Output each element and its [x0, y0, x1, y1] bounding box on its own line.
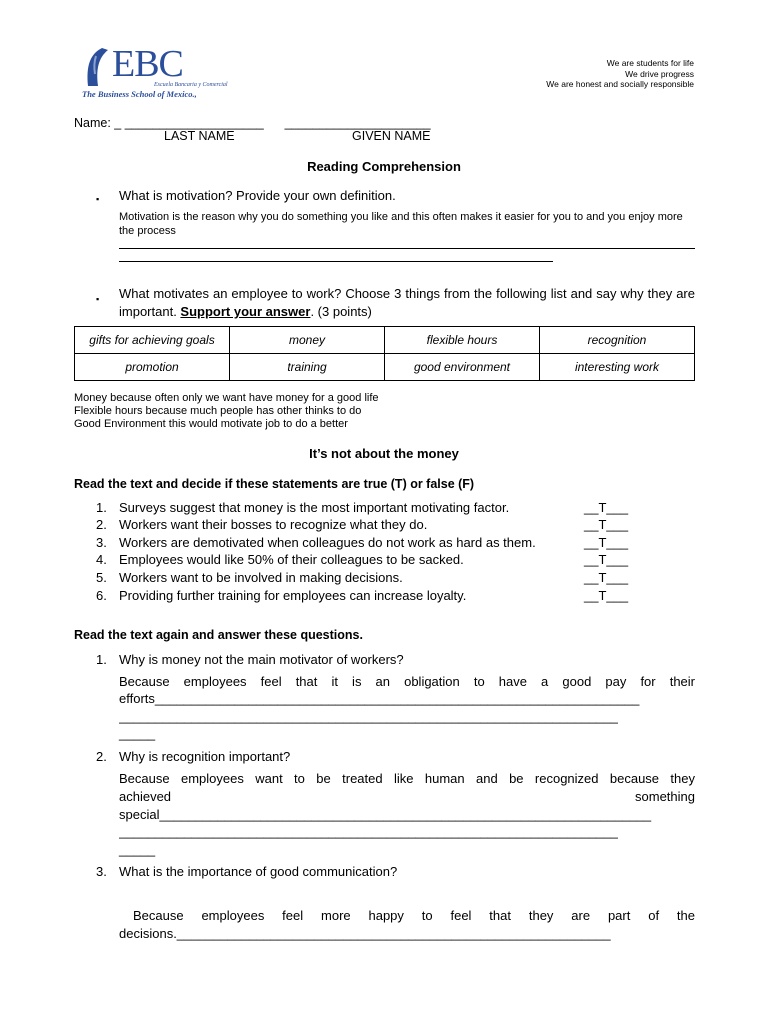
answer-line-2	[119, 788, 695, 806]
statement-answer: __T___	[584, 517, 629, 532]
statement-answer: __T___	[584, 588, 629, 603]
answer-word-something: something	[635, 789, 695, 804]
statement-answer: __T___	[584, 500, 629, 515]
answer-line-2: decisions.____________________________________________________________	[119, 926, 611, 941]
logo-emblem-icon	[82, 46, 116, 88]
table-cell: interesting work	[540, 354, 695, 381]
logo-small-text: Escuela Bancaria y Comercial	[154, 82, 228, 88]
table-row	[75, 327, 695, 354]
question-text: Why is money not the main motivator of workers?	[119, 652, 404, 667]
true-false-instruction: Read the text and decide if these statements are true (T) or false (F)	[74, 477, 475, 491]
statement-text: Employees would like 50% of their colleagues to be sacked.	[119, 552, 464, 567]
table-cell: gifts for achieving goals	[75, 327, 230, 354]
question-text: Why is recognition important?	[119, 749, 291, 764]
statement-text: Surveys suggest that money is the most important motivating factor.	[119, 500, 510, 515]
statement-number: 5.	[96, 570, 107, 585]
statement-number: 4.	[96, 552, 107, 567]
statement-answer: __T___	[584, 552, 629, 567]
motto-3: We are honest and socially responsible	[546, 79, 694, 89]
list-item: Money because often only we want have money for a good life	[74, 392, 379, 404]
statement-number: 1.	[96, 500, 107, 515]
answer-line-5: _____	[119, 842, 156, 857]
bullet-icon: ▪	[96, 294, 100, 304]
question-2-text	[119, 285, 695, 321]
answer-line	[119, 248, 695, 249]
table-cell: training	[230, 354, 385, 381]
logo-text: EBC	[112, 43, 183, 85]
statement-answer: __T___	[584, 570, 629, 585]
question-number: 3.	[96, 864, 107, 879]
answer-line-3: special____________________________________________________________________	[119, 807, 652, 822]
table-cell: recognition	[540, 327, 695, 354]
motto-1: We are students for life	[606, 58, 694, 68]
answer-line-2: efforts___________________________________________________________________	[119, 691, 640, 706]
last-name-label: LAST NAME	[164, 129, 235, 143]
statement-text: Workers want to be involved in making decisions.	[119, 570, 403, 585]
mottos	[546, 58, 694, 90]
question-number: 1.	[96, 652, 107, 667]
answer-line	[119, 261, 553, 262]
statement-answer: __T___	[584, 535, 629, 550]
support-answer-emphasis: Support your answer	[180, 304, 311, 319]
logo-subtitle: The Business School of Mexico.,	[82, 89, 197, 99]
table-cell: flexible hours	[385, 327, 540, 354]
answer-line-3: _____________________________________________________________________	[119, 709, 618, 724]
question-2-points: . (3 points)	[310, 304, 372, 319]
statement-number: 2.	[96, 517, 107, 532]
statement-number: 3.	[96, 535, 107, 550]
given-name-label: GIVEN NAME	[352, 129, 431, 143]
name-field-line: Name: _ ____________________ _____________________	[74, 116, 431, 130]
statement-number: 6.	[96, 588, 107, 603]
ebc-logo	[82, 43, 228, 100]
question-number: 2.	[96, 749, 107, 764]
answer-line-1: Because employees want to be treated like human and be recognized because they	[119, 771, 695, 786]
answer-line-1: Because employees feel more happy to feel that they are part of the	[133, 908, 695, 923]
answer-line-1: Because employees feel that it is an obligation to have a good pay for their	[119, 674, 695, 689]
section-title: It’s not about the money	[309, 446, 459, 461]
question-2-answers	[74, 392, 379, 431]
table-row	[75, 354, 695, 381]
list-item: Good Environment this would motivate job to do a better	[74, 418, 348, 430]
answer-line-4: _____________________________________________________________________	[119, 824, 618, 839]
question-2-text-start: What motivates an employee to work? Choose 3 things from the following list and say why they are important.	[119, 286, 695, 319]
table-cell: good environment	[385, 354, 540, 381]
questions-instruction: Read the text again and answer these questions.	[74, 628, 363, 642]
bullet-icon: ▪	[96, 194, 100, 204]
statement-text: Workers are demotivated when colleagues do not work as hard as them.	[119, 535, 536, 550]
answer-word-achieved: achieved	[119, 789, 172, 804]
page-title: Reading Comprehension	[307, 159, 461, 174]
question-1-answer: Motivation is the reason why you do something you like and this often makes it easier for you to and you enjoy more the process	[119, 211, 683, 237]
question-text: What is the importance of good communication?	[119, 864, 398, 879]
answer-line-4: _____	[119, 726, 156, 741]
options-table	[74, 326, 695, 381]
question-1-text: What is motivation? Provide your own definition.	[119, 188, 396, 203]
statement-text: Workers want their bosses to recognize what they do.	[119, 517, 428, 532]
motto-2: We drive progress	[625, 68, 694, 79]
table-cell: money	[230, 327, 385, 354]
table-cell: promotion	[75, 354, 230, 381]
statement-text: Providing further training for employees can increase loyalty.	[119, 588, 467, 603]
list-item: Flexible hours because much people has other thinks to do	[74, 405, 362, 417]
